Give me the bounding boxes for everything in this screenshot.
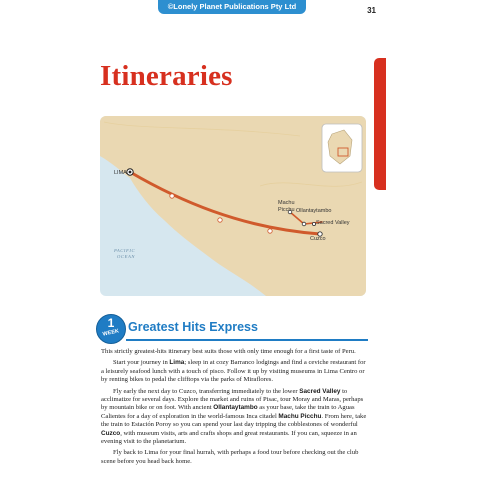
highlight-machu-picchu: Machu Picchu bbox=[278, 412, 322, 420]
paragraph-lima bbox=[101, 359, 369, 384]
map-graphic bbox=[100, 116, 366, 296]
text-run: . From here, take the train to Estación Poroy so you can spend your last day tripping the cobblestones of wonderful bbox=[101, 412, 367, 429]
lima-star-icon-center bbox=[129, 171, 132, 174]
text-run: , with museum visits, arts and crafts shops and great restaurants. If you can, squeeze in an evening visit to the planetarium. bbox=[101, 429, 357, 446]
week-badge-unit: WEEK bbox=[102, 328, 120, 338]
week-badge bbox=[96, 314, 126, 344]
copyright-banner: ©Lonely Planet Publications Pty Ltd bbox=[158, 0, 306, 14]
map-label-picchu: Picchu bbox=[278, 207, 295, 213]
chapter-side-tab bbox=[374, 58, 386, 190]
map-label-pacific-ocean bbox=[114, 248, 135, 260]
text-run: Fly early the next day to Cuzco, transferring immediately to the lower bbox=[113, 387, 300, 395]
route-marker bbox=[268, 229, 272, 233]
route-marker bbox=[218, 218, 222, 222]
text-run: as your base, take the train to Aguas Calientes for a day of exploration in the world-famous Inca citadel bbox=[101, 404, 355, 420]
highlight-lima: Lima bbox=[169, 359, 185, 367]
paragraph-cuzco bbox=[101, 388, 369, 447]
highlight-ollantaytambo: Ollantaytambo bbox=[213, 404, 258, 412]
route-marker bbox=[170, 194, 174, 198]
highlight-cuzco: Cuzco bbox=[101, 429, 121, 437]
text-run: ; sleep in at cozy Barranco lodgings and find a ceviche restaurant for a leisurely seafood lunch with a touch of pisco. Follow it up by visiting museums in Lima Centro or by renting bikes to pedal the clifftops via the parks of Miraflores. bbox=[101, 359, 366, 384]
paragraph-return: Fly back to Lima for your final hurrah, with perhaps a food tour before checking out the club scene before you head back home. bbox=[101, 449, 359, 465]
section-title: Greatest Hits Express bbox=[128, 320, 258, 334]
map-label-sacred-valley: Sacred Valley bbox=[316, 220, 350, 226]
map-label-machu: Machu bbox=[278, 200, 295, 206]
map-label-lima: LIMA bbox=[114, 170, 127, 176]
itinerary-map bbox=[100, 116, 366, 296]
highlight-sacred-valley: Sacred Valley bbox=[299, 387, 341, 395]
paragraph-intro: This strictly greatest-hits itinerary best suits those with only time enough for a first taste of Peru. bbox=[101, 348, 356, 355]
ollantaytambo-marker bbox=[302, 222, 306, 226]
page-title: Itineraries bbox=[100, 60, 233, 92]
week-badge-number: 1 bbox=[107, 316, 115, 330]
ocean-line-2: OCEAN bbox=[117, 254, 136, 259]
map-label-ollantaytambo: Ollantaytambo bbox=[296, 208, 332, 214]
text-run: Start your journey in bbox=[113, 359, 170, 367]
text-run: to acclimatize for several days. Explore the market and ruins of Pisac, tour Moray and Maras, perhaps by mountain bike or on foot. With ancient bbox=[101, 387, 364, 412]
itinerary-body-text bbox=[101, 348, 369, 469]
map-label-cuzco: Cuzco bbox=[310, 236, 326, 242]
ocean-line-1: PACIFIC bbox=[114, 248, 136, 253]
page-number: 31 bbox=[367, 6, 376, 15]
itinerary-section-header bbox=[96, 314, 368, 344]
section-rule bbox=[126, 339, 368, 341]
